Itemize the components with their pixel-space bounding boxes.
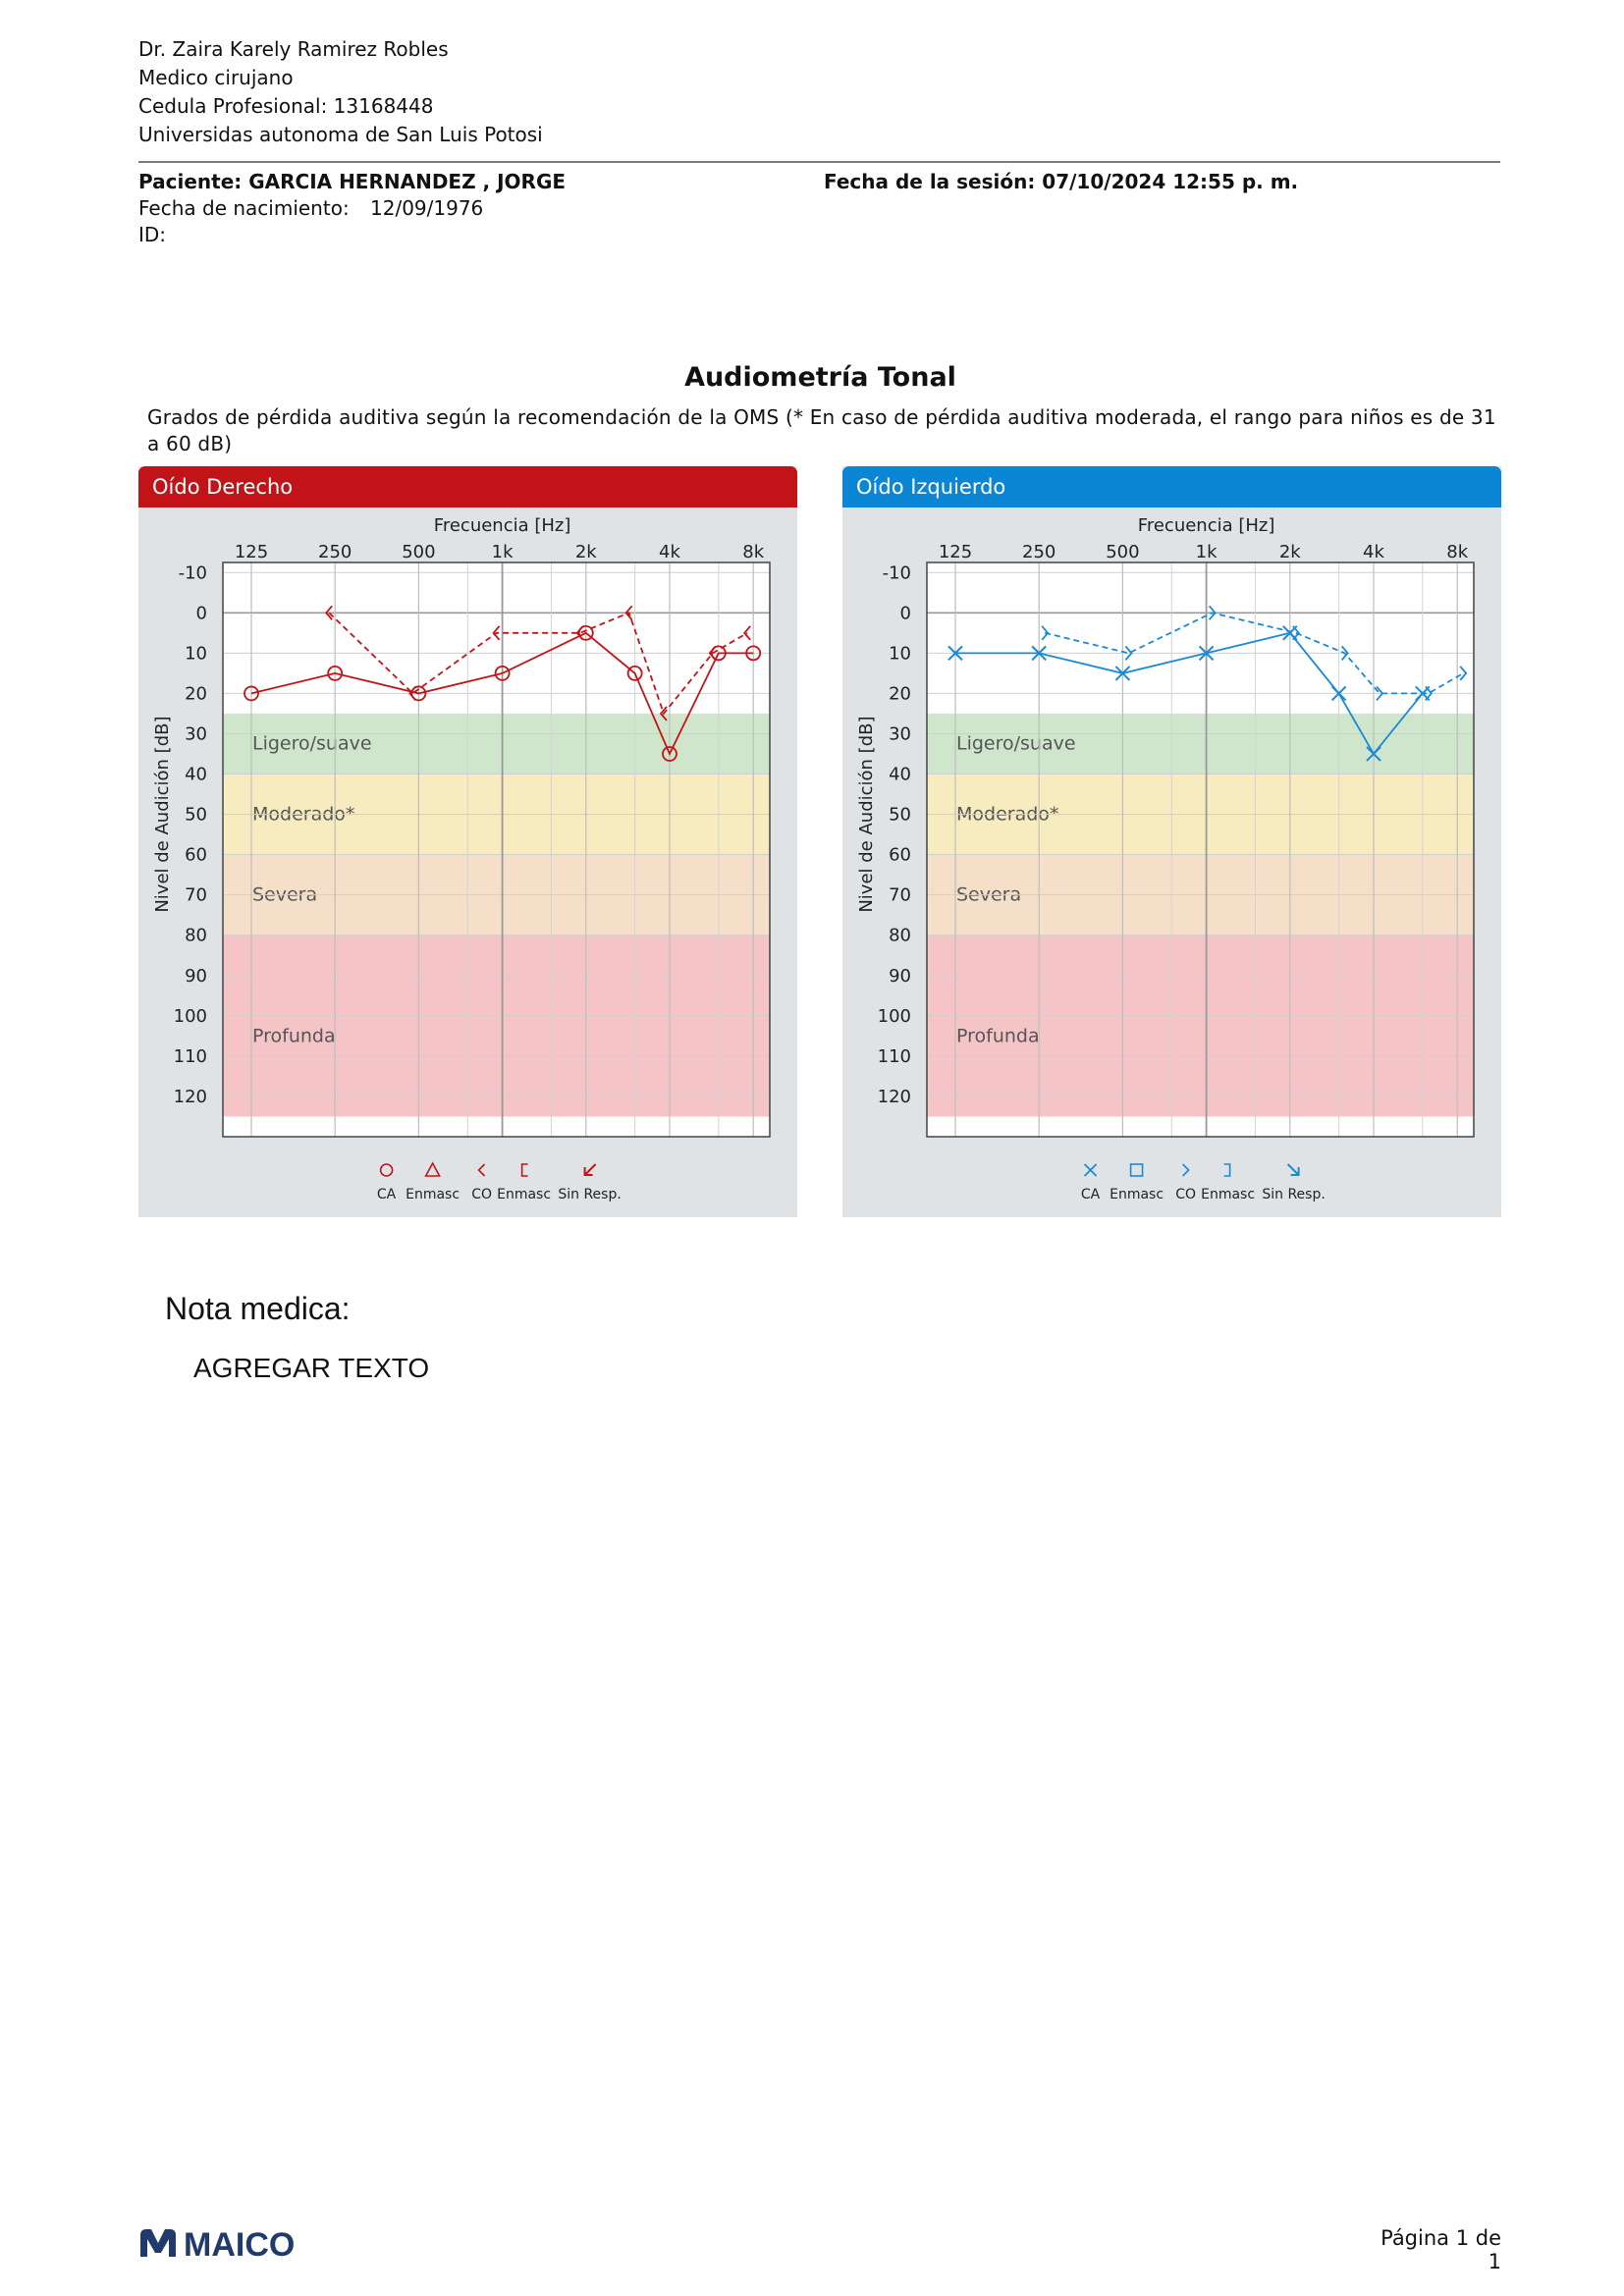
x-tick-label: 500 bbox=[402, 542, 436, 562]
y-tick-label: -10 bbox=[178, 562, 207, 584]
maico-logo-text: MAICO bbox=[184, 2226, 296, 2263]
report-title: Audiometría Tonal bbox=[684, 362, 956, 393]
maico-logo bbox=[138, 2223, 335, 2267]
x-tick-label: 8k bbox=[1446, 542, 1469, 562]
maico-logo-icon bbox=[140, 2229, 176, 2257]
y-tick-label: 110 bbox=[877, 1045, 911, 1067]
x-tick-label: 4k bbox=[1363, 542, 1384, 562]
y-axis-title: Nivel de Audición [dB] bbox=[856, 716, 877, 913]
right-ear-title: Oído Derecho bbox=[138, 466, 797, 507]
legend-symbol-circle bbox=[381, 1164, 393, 1176]
legend-label: CA bbox=[1080, 1187, 1101, 1202]
x-tick-label: 1k bbox=[491, 542, 514, 562]
legend-symbol-x bbox=[1085, 1164, 1097, 1176]
x-tick-label: 2k bbox=[574, 542, 597, 562]
y-tick-label: 100 bbox=[173, 1005, 207, 1027]
x-tick-label: 8k bbox=[742, 542, 765, 562]
header-divider bbox=[138, 161, 1500, 163]
y-tick-label: 90 bbox=[889, 965, 911, 987]
x-tick-label: 2k bbox=[1278, 542, 1301, 562]
doctor-name: Dr. Zaira Karely Ramirez Robles bbox=[138, 37, 449, 61]
legend-label: CO bbox=[1175, 1187, 1196, 1202]
patient-id-label: ID: bbox=[138, 223, 167, 246]
x-tick-label: 4k bbox=[659, 542, 680, 562]
x-axis-title: Frecuencia [Hz] bbox=[433, 515, 571, 536]
zone-label: Moderado* bbox=[252, 803, 355, 826]
doctor-license: Cedula Profesional: 13168448 bbox=[138, 94, 434, 118]
patient-birth-date: 12/09/1976 bbox=[370, 196, 484, 220]
patient-name: Paciente: GARCIA HERNANDEZ , JORGE bbox=[138, 170, 567, 193]
zone-label: Ligero/suave bbox=[252, 732, 372, 755]
zone-label: Profunda bbox=[956, 1025, 1040, 1047]
legend-symbol-bracket-r bbox=[1224, 1164, 1230, 1176]
legend-symbol-triangle bbox=[426, 1163, 440, 1176]
doctor-institution: Universidas autonoma de San Luis Potosi bbox=[138, 123, 543, 146]
left-ear-audiogram bbox=[842, 507, 1501, 1217]
y-tick-label: 110 bbox=[173, 1045, 207, 1067]
legend-label: Enmasc bbox=[1110, 1187, 1164, 1202]
y-tick-label: 0 bbox=[899, 603, 911, 624]
zone-label: Severa bbox=[252, 883, 318, 906]
legend-symbol-lt bbox=[479, 1164, 485, 1176]
y-tick-label: 10 bbox=[889, 643, 911, 665]
y-tick-label: 40 bbox=[889, 764, 911, 785]
legend-label: CO bbox=[471, 1187, 492, 1202]
zone-label: Severa bbox=[956, 883, 1022, 906]
note-body[interactable]: AGREGAR TEXTO bbox=[193, 1353, 430, 1383]
x-tick-label: 125 bbox=[234, 542, 269, 562]
y-tick-label: 20 bbox=[185, 683, 207, 705]
legend-label: Sin Resp. bbox=[1262, 1187, 1326, 1202]
zone-label: Profunda bbox=[252, 1025, 336, 1047]
y-tick-label: 20 bbox=[889, 683, 911, 705]
patient-birth-label: Fecha de nacimiento: bbox=[138, 196, 350, 220]
zone-label: Ligero/suave bbox=[956, 732, 1076, 755]
left-ear-panel bbox=[842, 466, 1501, 1217]
right-ear-audiogram bbox=[138, 507, 797, 1217]
legend-label: Sin Resp. bbox=[558, 1187, 622, 1202]
y-tick-label: 70 bbox=[889, 884, 911, 906]
y-tick-label: 80 bbox=[185, 925, 207, 946]
right-ear-panel bbox=[138, 466, 797, 1217]
zone-label: Moderado* bbox=[956, 803, 1059, 826]
legend-label: Enmasc bbox=[406, 1187, 460, 1202]
y-tick-label: 40 bbox=[185, 764, 207, 785]
legend-symbol-arrow bbox=[585, 1164, 596, 1175]
legend-label: Enmasc bbox=[497, 1187, 552, 1202]
legend-label: Enmasc bbox=[1201, 1187, 1256, 1202]
x-tick-label: 250 bbox=[1022, 542, 1056, 562]
legend-symbol-arrow bbox=[1288, 1164, 1299, 1175]
doctor-info bbox=[138, 35, 543, 149]
y-tick-label: 60 bbox=[889, 844, 911, 866]
doctor-title: Medico cirujano bbox=[138, 66, 294, 89]
y-axis-title: Nivel de Audición [dB] bbox=[152, 716, 173, 913]
y-tick-label: 10 bbox=[185, 643, 207, 665]
note-title: Nota medica: bbox=[165, 1291, 351, 1326]
x-tick-label: 125 bbox=[938, 542, 973, 562]
y-tick-label: 100 bbox=[877, 1005, 911, 1027]
x-tick-label: 500 bbox=[1106, 542, 1140, 562]
legend-symbol-gt bbox=[1183, 1164, 1189, 1176]
y-tick-label: 120 bbox=[877, 1086, 911, 1107]
legend-label: CA bbox=[376, 1187, 397, 1202]
y-tick-label: 0 bbox=[195, 603, 207, 624]
y-tick-label: -10 bbox=[882, 562, 911, 584]
x-tick-label: 1k bbox=[1195, 542, 1218, 562]
x-axis-title: Frecuencia [Hz] bbox=[1137, 515, 1275, 536]
y-tick-label: 30 bbox=[185, 723, 207, 745]
y-tick-label: 30 bbox=[889, 723, 911, 745]
report-subtitle: Grados de pérdida auditiva según la recomendación de la OMS (* En caso de pérdida auditiva moderada, el rango para niños es de 31 a 60 dB) bbox=[147, 405, 1496, 455]
left-ear-title: Oído Izquierdo bbox=[842, 466, 1501, 507]
y-tick-label: 80 bbox=[889, 925, 911, 946]
x-tick-label: 250 bbox=[318, 542, 352, 562]
page-number: Página 1 de 1 bbox=[1380, 2226, 1501, 2273]
session-date: Fecha de la sesión: 07/10/2024 12:55 p. m. bbox=[824, 170, 1299, 193]
y-tick-label: 70 bbox=[185, 884, 207, 906]
y-tick-label: 50 bbox=[889, 804, 911, 826]
y-tick-label: 60 bbox=[185, 844, 207, 866]
legend-symbol-square bbox=[1131, 1164, 1143, 1176]
y-tick-label: 90 bbox=[185, 965, 207, 987]
legend-symbol-bracket-l bbox=[522, 1164, 528, 1176]
y-tick-label: 120 bbox=[173, 1086, 207, 1107]
y-tick-label: 50 bbox=[185, 804, 207, 826]
